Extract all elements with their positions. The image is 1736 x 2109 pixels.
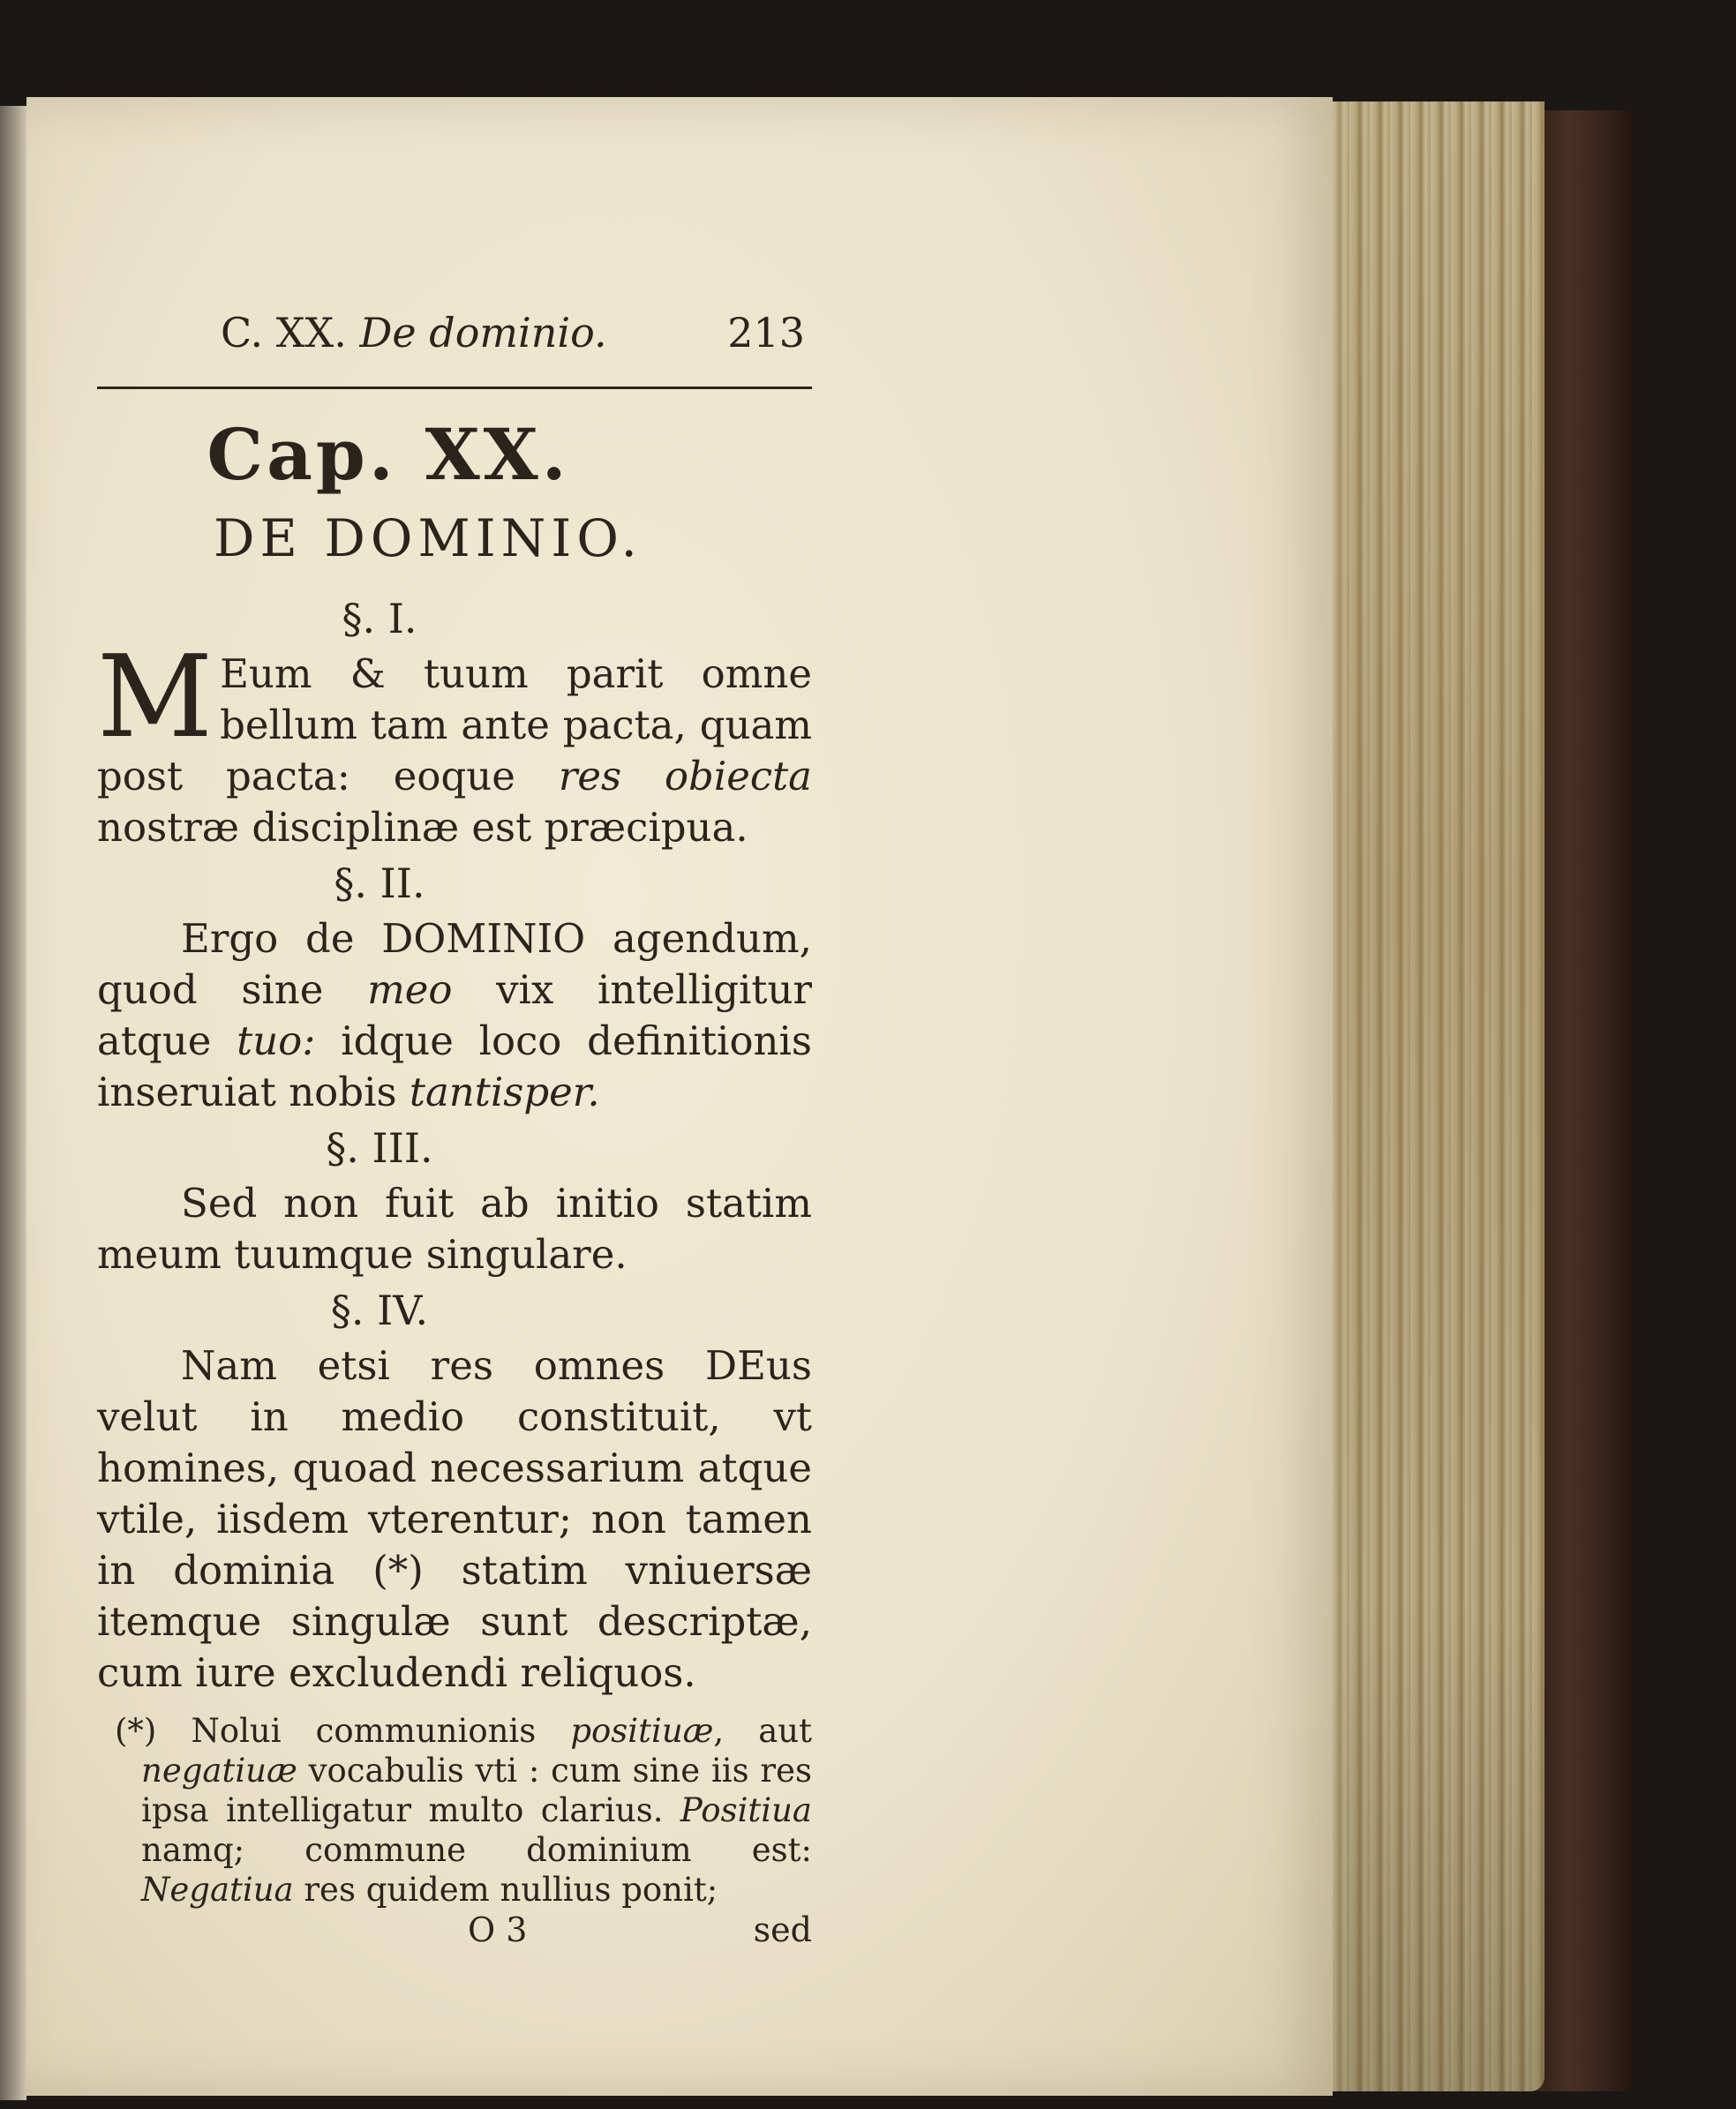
section-paragraph — [97, 913, 812, 1118]
running-head-chapter: C. XX. — [221, 309, 347, 357]
footnote — [97, 1711, 812, 1910]
section-paragraph — [97, 632, 812, 853]
signature-mark: O 3 — [468, 1910, 528, 1949]
section-mark: §. IV. — [330, 1287, 429, 1334]
running-head-title — [221, 309, 607, 357]
sections — [97, 589, 812, 1699]
running-head-subject: De dominio. — [359, 309, 607, 357]
text-run: DOMINIO — [381, 915, 586, 962]
italic-text: Negatiua — [141, 1871, 294, 1909]
italic-text: res obiecta — [558, 753, 812, 799]
italic-text: tuo: — [237, 1017, 316, 1064]
header-rule — [97, 387, 812, 389]
chapter-title: Cap. XX. — [207, 413, 570, 496]
italic-text: meo — [367, 966, 453, 1013]
text-run: Eum & tuum parit omne bellum tam ante pacta, quam post pacta: eoque — [97, 650, 812, 799]
italic-text: Positiua — [680, 1791, 812, 1829]
italic-text: positiuæ — [570, 1712, 714, 1750]
section-mark: §. III. — [326, 1124, 433, 1172]
drop-cap: M — [97, 632, 214, 763]
italic-text: tantisper. — [409, 1069, 600, 1115]
chapter-subtitle: DE DOMINIO. — [214, 508, 643, 568]
text-run: vix intelligitur atque — [97, 966, 812, 1064]
text-run: Ergo de — [181, 915, 382, 962]
text-run: (*) Nolui communionis — [115, 1712, 571, 1750]
book-page — [26, 97, 1333, 2096]
catchword: sed — [753, 1910, 812, 1949]
section-mark: §. II. — [334, 859, 425, 907]
section-paragraph — [97, 1178, 812, 1280]
text-block — [97, 309, 812, 1950]
italic-text: negatiuæ — [141, 1752, 297, 1790]
text-run: res quidem nullius ponit; — [293, 1871, 718, 1909]
text-run: nostræ disciplinæ est præcipua. — [97, 804, 748, 851]
running-head — [97, 309, 812, 371]
page-number: 213 — [727, 309, 805, 357]
text-run: namq; commune dominium est: — [141, 1831, 812, 1869]
left-page-edge — [0, 106, 26, 2100]
text-run: idque loco definitionis inseruiat nobis — [97, 1017, 813, 1115]
section-paragraph — [97, 1340, 812, 1699]
text-run: Nam etsi res omnes DEus velut in medio constituit, vt homines, quoad necessarium atque vtile, iisdem vterentur; non tamen in dominia (*) statim vniuersæ itemque singulæ sunt descriptæ, cum iure excludendi reliquos. — [97, 1342, 812, 1696]
text-run: vocabulis vti : cum sine iis res ipsa intelligatur multo clarius. — [141, 1752, 812, 1829]
signature-line — [97, 1910, 812, 1950]
section-mark: §. I. — [342, 595, 417, 642]
text-run: , aut — [713, 1712, 813, 1750]
text-run: Sed non fuit ab initio statim meum tuumque singulare. — [97, 1180, 812, 1278]
text-run: agendum, quod sine — [97, 915, 812, 1013]
